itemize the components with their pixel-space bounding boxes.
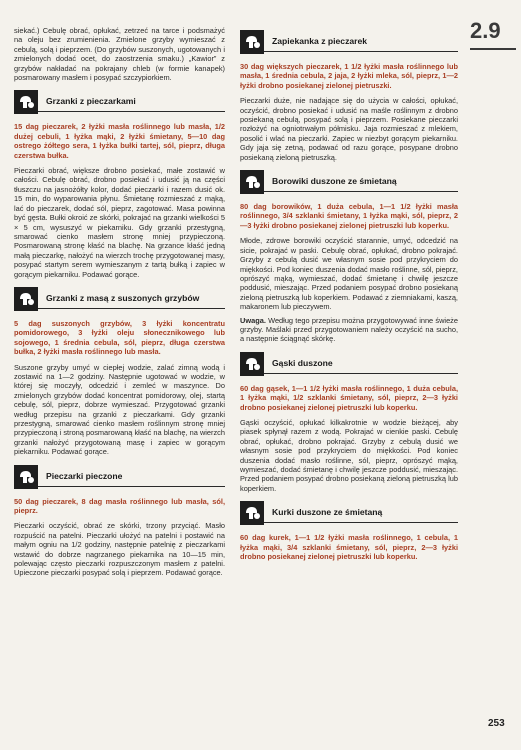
note-label: Uwaga.	[240, 315, 266, 325]
recipe-instructions: Suszone grzyby umyć w ciepłej wodzie, zalać zimną wodą i zostawić na 1—2 godziny. Następnie ugotować w wodzie, w której się moczyły, odcedzić i zemleć w maszynce. Do zmielonych grzybów dodać koncentrat pomidorowy, olej, startą cebulę, sól, pieprz, dobrze wymieszać. Przygotować grzanki według przepisu na grzanki z pieczarkami. Gdy grzanki przestygną, smarować cienko masłem roślinnym stronę mniej przypieczoną i stroną posmarowaną kłaść na blachę, na wierzch grzanki nałożyć przygotowaną masę i zapiec w gorącym piekarniku. Podawać gorące.	[14, 362, 225, 457]
recipe-heading	[240, 170, 458, 194]
left-column	[14, 26, 225, 582]
recipe-title: Grzanki z masą z suszonych grzybów	[38, 293, 225, 309]
recipe-instructions: Pieczarki duże, nie nadające się do użycia w całości, opłukać, oczyścić, drobno posiekać i udusić na maśle roślinnym z drobno posiekaną cebulą, posypać solą i pieprzem. Posiekane pieczarki rozłożyć na ogniotrwałym półmisku. Jaja rozmieszać z mlekiem, posolić i wlać na pieczarki. Zapiec w niezbyt gorącym piekarniku. Gdy jaja się zetną, podawać od razu gorące, posypane drobno posiekaną zieloną pietruszką.	[240, 96, 458, 162]
recipe-instructions: Pieczarki obrać, większe drobno posiekać, małe zostawić w całości. Cebulę obrać, drobno posiekać i udusić ją na części tłuszczu na jasnożółty kolor, dodać pieczarki i razem dusić ok. 15 min, do wyparowania płynu. Śmietanę rozmieszać z mąką, lać do pieczarek, dodać sól, pieprz, zagotować. Masa powinna być gęsta. Bułki okroić ze skórki, pokrajać na grzanki wielkości 5 × 5 cm, wysuszyć w piekarniku. Gdy grzanki przestygną, smarować cienko masłem stronę mniej przypieczoną. Posmarowaną stronę kłaść na blachę. Na grzance kłaść jedną małą pieczarkę, nałożyć na wierzch trochę przygotowanej masy, posypać startym serem wymieszanym z tartą bułką i zapiec w gorącym piekarniku. Podawać gorące.	[14, 166, 225, 279]
mushroom-icon	[14, 287, 38, 311]
recipe-heading	[240, 501, 458, 525]
recipe-instructions: Pieczarki oczyścić, obrać ze skórki, trzony przyciąć. Masło rozpuścić na patelni. Pieczarki ułożyć na patelni i postawić na małym ogniu na 1/2 godziny, następnie patelnię z pieczarkami wstawić do dobrze nagrzanego piekarnika na 10—15 min, polewając często pieczarki rozpuszczonym masłem z patelni. Upieczone pieczarki posypać solą i pieprzem. Podawać gorące.	[14, 521, 225, 578]
mushroom-icon	[14, 465, 38, 489]
recipe-heading	[240, 352, 458, 376]
recipe-title: Zapiekanka z pieczarek	[264, 36, 458, 52]
mushroom-icon	[240, 30, 264, 54]
recipe-ingredients: 60 dag kurek, 1—1 1/2 łyżki masła roślinnego, 1 cebula, 1 łyżka mąki, 3/4 szklanki śmietany, sól, pieprz, 2—3 łyżki drobno posiekanej zielonej pietruszki lub koperku.	[240, 533, 458, 562]
recipe-title: Pieczarki pieczone	[38, 471, 225, 487]
mushroom-icon	[240, 352, 264, 376]
recipe-title: Gąski duszone	[264, 358, 458, 374]
recipe	[14, 90, 225, 279]
recipe-ingredients: 15 dag pieczarek, 2 łyżki masła roślinnego lub masła, 1/2 dużej cebuli, 1 łyżka mąki, 2 łyżki śmietany, 5—10 dag ostrego żółtego sera, 1 łyżka bułki tartej, sól, pieprz, długa czerstwa bułka.	[14, 122, 225, 160]
note-text: Według tego przepisu można przygotowywać inne świeże grzyby. Maślaki przed przygotowaniem należy oczyścić na sucho, a następnie ściągnąć skórkę.	[240, 315, 458, 344]
recipe-ingredients: 30 dag większych pieczarek, 1 1/2 łyżki masła roślinnego lub masła, 1 średnia cebula, 2 jaja, 2 łyżki mleka, sól, pieprz, 1—2 łyżki drobno posiekanej zielonej pietruszki.	[240, 62, 458, 90]
recipe-heading	[14, 287, 225, 311]
recipe	[14, 287, 225, 457]
recipe	[240, 352, 458, 493]
recipe-heading	[14, 90, 225, 114]
right-column	[240, 26, 458, 567]
recipe-title: Borowiki duszone ze śmietaną	[264, 176, 458, 192]
recipe	[240, 30, 458, 162]
mushroom-icon	[240, 501, 264, 525]
recipe-heading	[240, 30, 458, 54]
page-number: 253	[488, 718, 505, 729]
recipe	[240, 170, 458, 344]
recipe-instructions: Młode, zdrowe borowiki oczyścić starannie, umyć, odcedzić na sicie, pokrajać w paski. Cebulę obrać, opłukać, drobno pokrajać. Grzyby z cebulą dusić we własnym sosie pod przykryciem do miękkości. Pod koniec duszenia dodać masło roślinne, sól, pieprz, oprószyć mąką, wymieszać, dodać śmietanę i chwilę jeszcze poddusić, mieszając. Przed podaniem posypać drobno posiekaną zieloną pietruszką lub koperkiem. Podawać z ziemniakami, kaszą, makaronem lub pieczywem.	[240, 236, 458, 312]
recipe-heading	[14, 465, 225, 489]
recipe-ingredients: 5 dag suszonych grzybów, 3 łyżki koncentratu pomidorowego, 3 łyżki oleju słonecznikowego lub sojowego, 1 średnia cebula, sól, pieprz, długa czerstwa bułka, 2 łyżki masła roślinnego lub masła.	[14, 318, 225, 357]
recipe-ingredients: 50 dag pieczarek, 8 dag masła roślinnego lub masła, sól, pieprz.	[14, 496, 225, 516]
intro-paragraph: siekać.) Cebulę obrać, opłukać, zetrzeć na tarce i podsmażyć na oleju bez zrumienienia. Zmielone grzyby wymieszać z cebulą, solą i pieprzem. (Do grzybów suszonych, ugotowanych i zmielonych dodać ocet, do zaostrzenia smaku.) „Kawior” z grzybów nakładać na pokrajany chleb (w formie kanapek) posmarowany masłem i posypać szczypiorkiem.	[14, 26, 225, 83]
recipe-ingredients: 60 dag gąsek, 1—1 1/2 łyżki masła roślinnego, 1 duża cebula, 1 łyżka mąki, 1/2 szklanki śmietany, sól, pieprz, 2—3 łyżki drobno posiekanej zielonej pietruszki lub koperku.	[240, 383, 458, 412]
recipe-title: Grzanki z pieczarkami	[38, 96, 225, 112]
recipe-instructions: Gąski oczyścić, opłukać kilkakrotnie w wodzie bieżącej, aby piasek spłynął razem z wodą. Pokrajać w cienkie paski. Cebulę obrać, opłukać, drobno pokrajać. Grzyby z cebulą dusić we własnym sosie pod przykryciem do miękkości. Pod koniec duszenia dodać masło roślinne, sól, pieprz, oprószyć mąką, wymieszać, dodać śmietanę i chwilę jeszcze poddusić, mieszając. Przed podaniem posypać drobno posiekaną zieloną pietruszką lub koperkiem.	[240, 417, 458, 493]
recipe	[14, 465, 225, 578]
recipe-ingredients: 80 dag borowików, 1 duża cebula, 1—1 1/2 łyżki masła roślinnego, 3/4 szklanki śmietany, 1 łyżka mąki, sól, pieprz, 2—3 łyżki drobno posiekanej zielonej pietruszki lub koperku.	[240, 202, 458, 230]
mushroom-icon	[14, 90, 38, 114]
section-number: 2.9	[470, 18, 516, 50]
recipe-title: Kurki duszone ze śmietaną	[264, 507, 458, 523]
recipe	[240, 501, 458, 561]
mushroom-icon	[240, 170, 264, 194]
recipe-note	[240, 316, 458, 344]
